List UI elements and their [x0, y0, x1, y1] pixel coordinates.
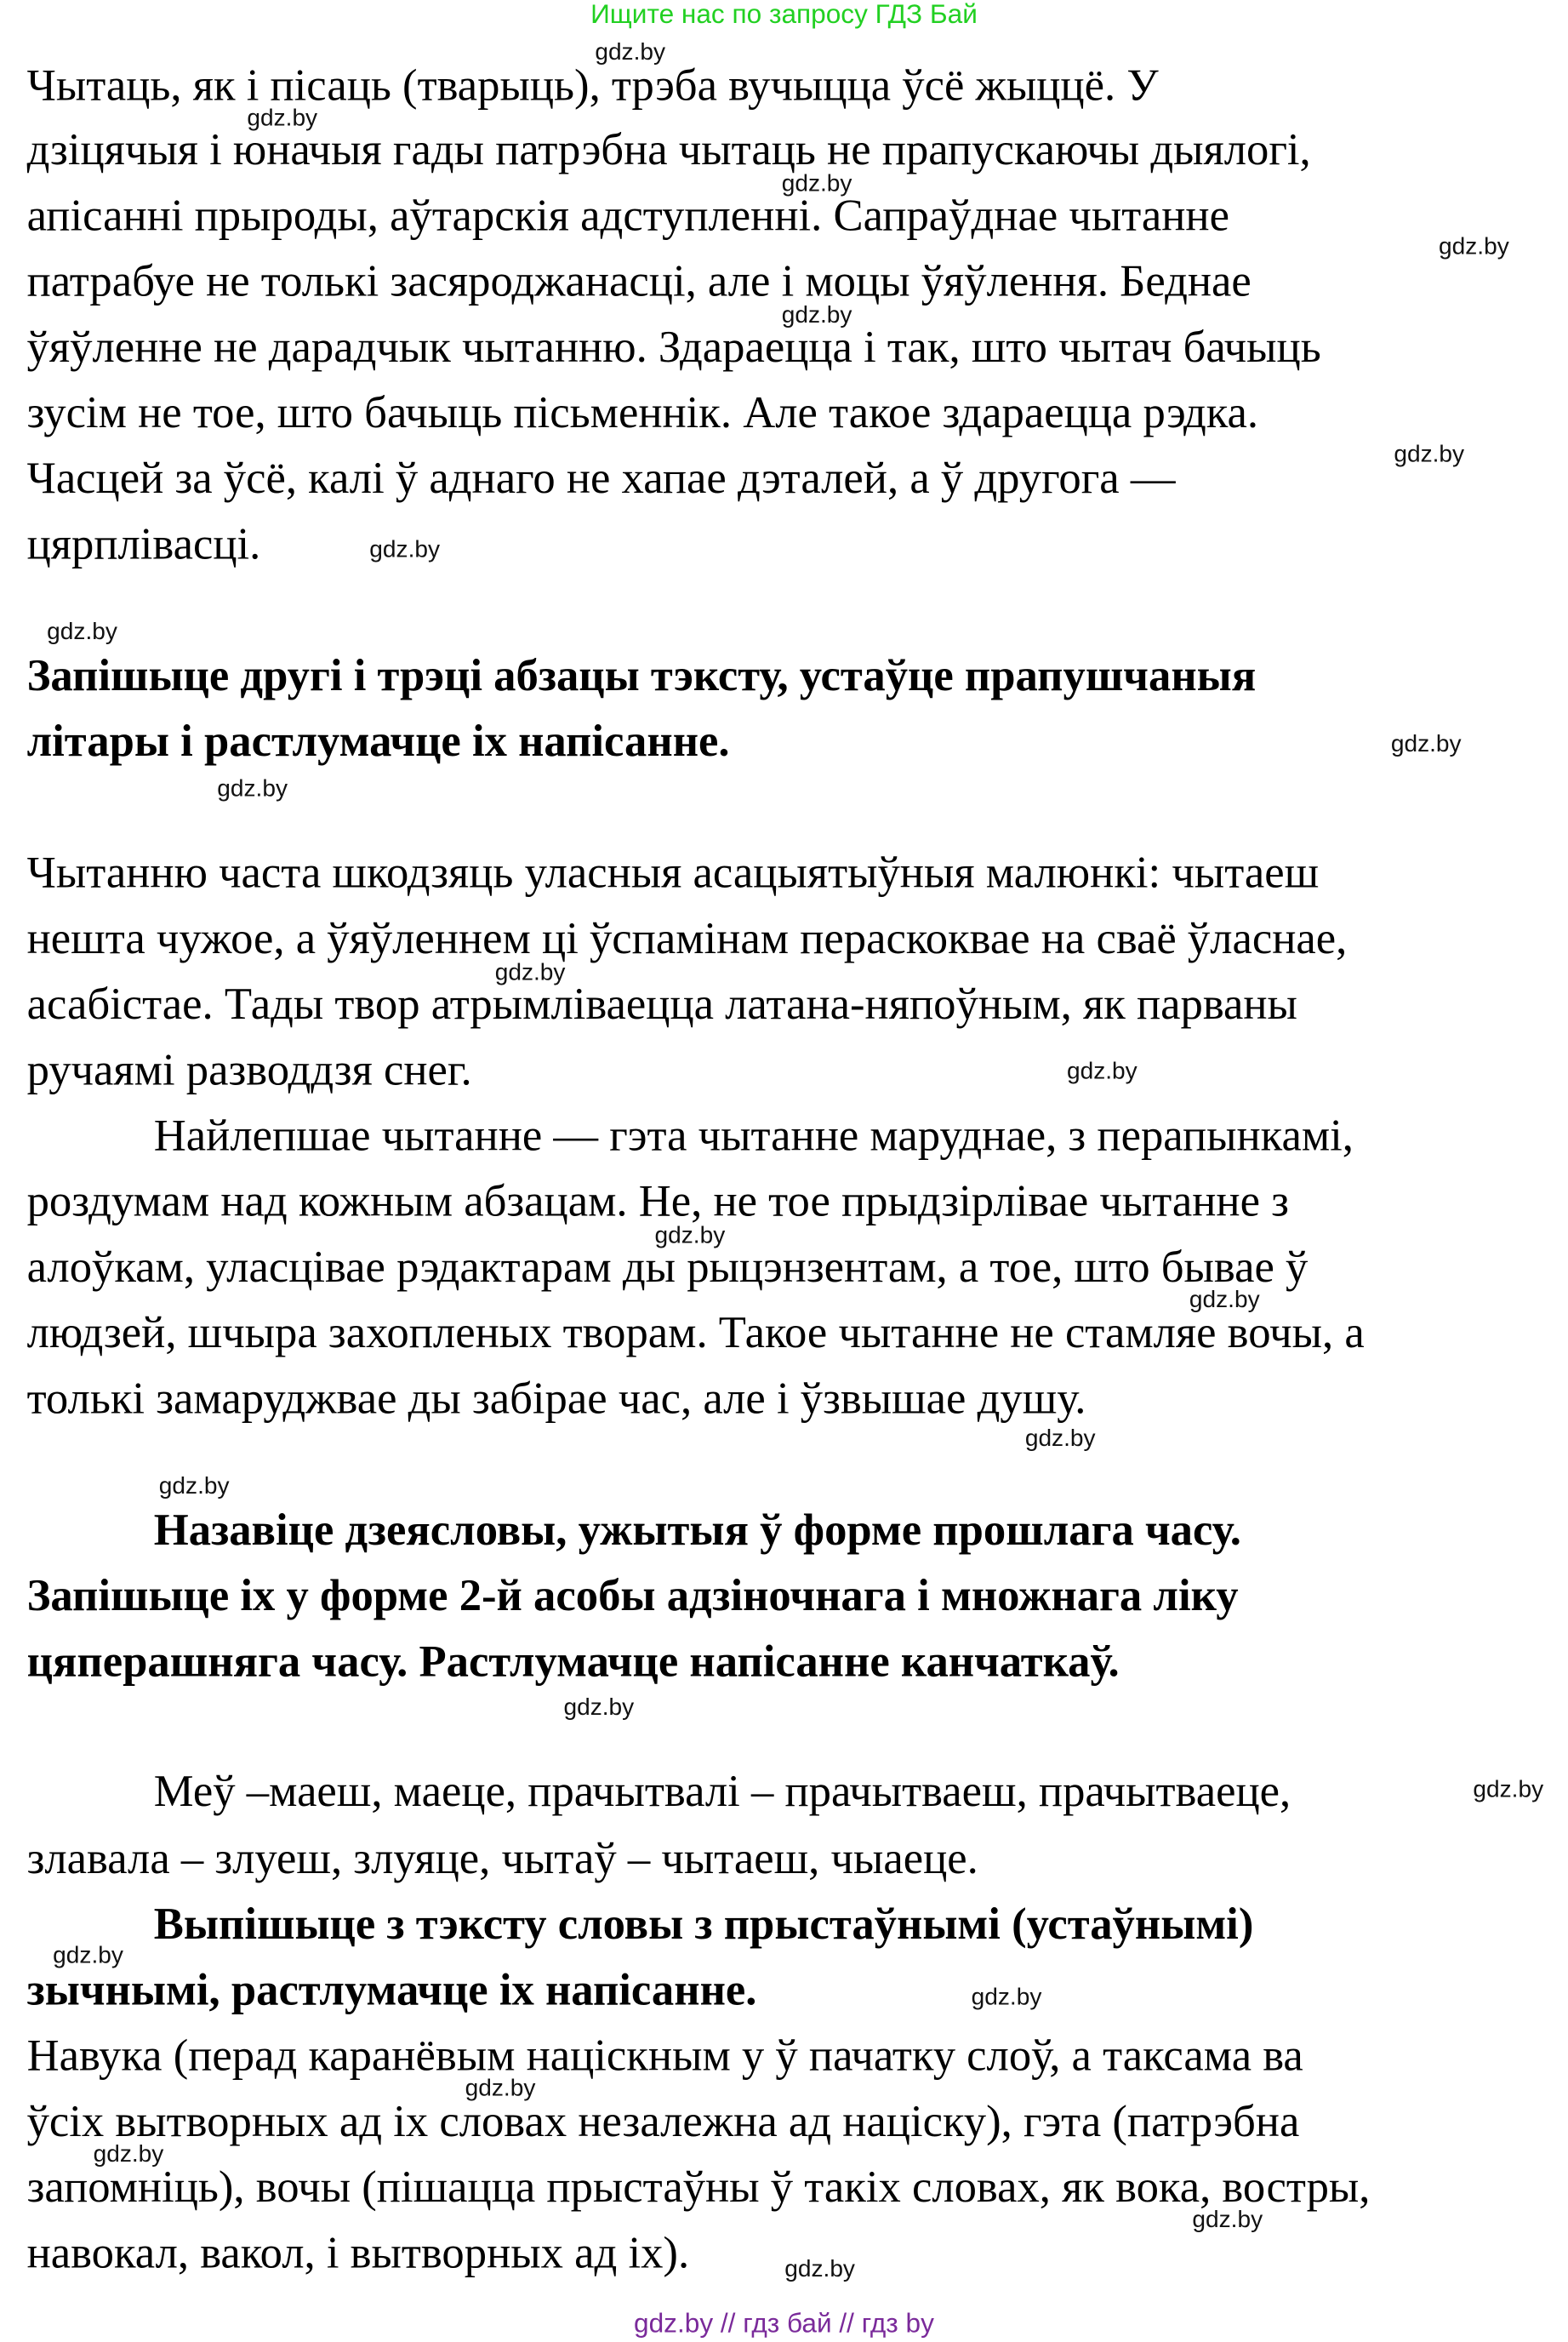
watermark: gdz.by — [971, 1985, 1042, 2011]
watermark: gdz.by — [1473, 1777, 1544, 1803]
text-line: цярплівасці. — [26, 519, 261, 569]
text-line: Часцей за ўсё, калі ў аднаго не хапае дэталей, а ў другога — — [26, 454, 1176, 504]
watermark: gdz.by — [369, 537, 441, 563]
text-line: Найлепшае чытанне — гэта чытанне маруднае, з перапынкамі, — [153, 1111, 1354, 1161]
text-line: дзіцячыя і юначыя гады патрэбна чытаць не прапускаючы дыялогі, — [26, 125, 1311, 175]
watermark: gdz.by — [1066, 1059, 1138, 1085]
text-line: Чытаць, як і пісаць (тварыць), трэба вучыцца ўсё жыццё. У — [26, 60, 1159, 111]
watermark: gdz.by — [1439, 234, 1509, 260]
watermark: gdz.by — [1189, 1287, 1260, 1313]
text-line: алоўкам, уласцівае рэдактарам ды рыцэнзентам, а тое, што бывае ў — [26, 1242, 1309, 1293]
text-line: ўсіх вытворных ад іх словах незалежна ад націску), гэта (патрэбна — [26, 2097, 1300, 2147]
watermark: gdz.by — [781, 171, 852, 197]
text-line: патрабуе не толькі засяроджанасці, але і моцы ўяўлення. Беднае — [26, 256, 1252, 306]
text-line: роздумам над кожным абзацам. Не, не тое прыдзірлівае чытанне з — [26, 1177, 1289, 1227]
watermark: gdz.by — [784, 2257, 855, 2282]
text-line: ўяўленне не дарадчык чытанню. Здараецца і так, што чытач бачыць — [26, 323, 1321, 373]
text-line: літары і растлумачце іх напісанне. — [26, 717, 730, 767]
watermark: gdz.by — [53, 1943, 123, 1969]
watermark: gdz.by — [93, 2141, 164, 2168]
watermark: gdz.by — [781, 303, 852, 329]
text-line: злавала – злуеш, злуяце, чытаў – чытаеш, чыаеце. — [26, 1834, 978, 1884]
text-line: апісанні прыроды, аўтарскія адступленні. Сапраўднае чытанне — [26, 191, 1229, 241]
watermark: gdz.by — [494, 960, 566, 986]
watermark: gdz.by — [563, 1695, 635, 1721]
text-line: цяперашняга часу. Растлумачце напісанне канчаткаў. — [26, 1637, 1120, 1687]
text-line: Выпішыце з тэксту словы з прыстаўнымі (устаўнымі) — [153, 1899, 1254, 1950]
watermark: gdz.by — [1024, 1426, 1096, 1453]
text-line: Чытанню часта шкодзяць уласныя асацыятыўныя малюнкі: чытаеш — [26, 848, 1320, 898]
text-line: нешта чужое, а ўяўленнем ці ўспамінам пераскоквае на сваё ўласнае, — [26, 914, 1348, 964]
watermark: gdz.by — [1192, 2208, 1263, 2234]
watermark: gdz.by — [158, 1474, 230, 1500]
text-line: навокал, вакол, і вытворных ад іх). — [26, 2228, 690, 2278]
watermark: gdz.by — [654, 1223, 726, 1249]
watermark: gdz.by — [465, 2076, 536, 2102]
text-line: Меў –маеш, маеце, прачытвалі – прачытваеш, прачытваеце, — [153, 1767, 1291, 1817]
watermark: gdz.by — [1394, 442, 1465, 468]
text-line: людзей, шчыра захопленых творам. Такое чытанне не стамляе вочы, а — [26, 1308, 1365, 1358]
footer-links[interactable]: gdz.by // гдз бай // гдз by — [634, 2308, 934, 2339]
top-banner[interactable]: Ищите нас по запросу ГДЗ Бай — [590, 0, 978, 30]
watermark: gdz.by — [47, 620, 117, 646]
watermark: gdz.by — [595, 40, 666, 66]
watermark: gdz.by — [1390, 732, 1462, 757]
text-line: Навука (перад каранёвым націскным у ў пачатку слоў, а таксама ва — [26, 2031, 1303, 2081]
text-line: запомніць), вочы (пішацца прыстаўны ў такіх словах, як вока, востры, — [26, 2162, 1371, 2213]
watermark: gdz.by — [247, 106, 318, 132]
watermark: gdz.by — [217, 776, 288, 803]
text-line: зычнымі, растлумачце іх напісанне. — [26, 1965, 757, 2015]
text-line: Запішыце другі і трэці абзацы тэксту, устаўце прапушчаныя — [26, 651, 1257, 701]
text-line: Назавіце дзеясловы, ужытыя ў форме прошлага часу. — [153, 1505, 1241, 1556]
text-line: ручаямі разводдзя снег. — [26, 1045, 472, 1095]
text-line: зусім не тое, што бачыць пісьменнік. Але такое здараецца рэдка. — [26, 388, 1259, 438]
text-line: Запішыце іх у форме 2-й асобы адзіночнага і множнага ліку — [26, 1571, 1239, 1621]
text-line: толькі замаруджвае ды забірае час, але і ўзвышае душу. — [26, 1374, 1086, 1424]
text-line: асабістае. Тады твор атрымліваецца латана-няпоўным, як парваны — [26, 980, 1297, 1030]
